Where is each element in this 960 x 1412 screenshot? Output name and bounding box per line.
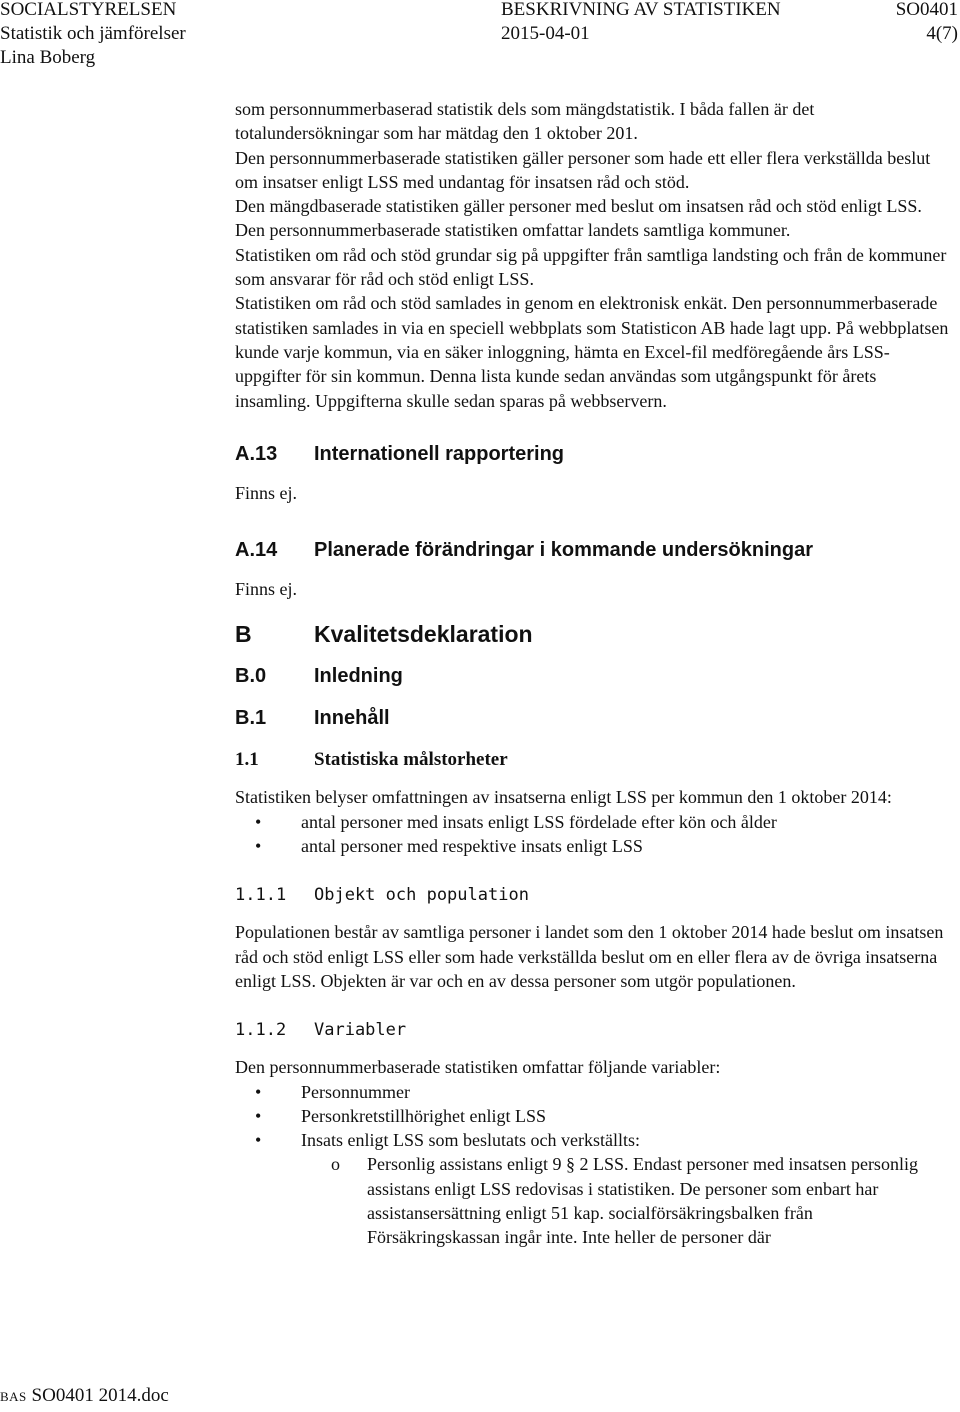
section-number: 1.1	[235, 749, 259, 771]
header-page-number: 4(7)	[926, 23, 958, 44]
section-heading-b0	[235, 663, 950, 689]
footer-prefix: BAS	[0, 1389, 27, 1404]
page-footer	[0, 1385, 169, 1407]
section-number: 1.1.1	[235, 885, 287, 906]
list-item: • antal personer med respektive insats enligt LSS	[235, 834, 950, 858]
section-title: Internationell rapportering	[314, 442, 565, 465]
sub-list-item: o Personlig assistans enligt 9 § 2 LSS. Endast personer med insatsen personlig assistans enligt LSS redovisas i statistiken. De personer som enbart har assistansersättning enligt 51 kap. socialförsäkringsbalken från Försäkringskassan ingår inte. Inte heller de personer där	[235, 1152, 950, 1249]
section-number: B	[235, 621, 252, 648]
section-number: B.1	[235, 707, 267, 730]
footer-filename: SO0401 2014.doc	[31, 1385, 169, 1406]
paragraph: Finns ej.	[235, 579, 298, 600]
header-date: 2015-04-01	[501, 23, 590, 44]
section-title: Innehåll	[314, 707, 390, 730]
bullet-list	[235, 810, 950, 859]
main-content	[235, 97, 950, 1250]
header-author: Lina Boberg	[0, 47, 96, 68]
section-title: Kvalitetsdeklaration	[314, 621, 533, 648]
paragraph: Statistiken om råd och stöd samlades in genom en elektronisk enkät. Den personnummerbaserade statistiken samlades in via en speciell webbplats som Statisticon AB hade lagt upp. På webbplatsen kunde varje kommun, via en säker inloggning, hämta en Excel-fil medföregående års LSS-uppgifter för sin kommun. Denna lista kunde sedan användas som utgångspunkt för årets insamling. Uppgifterna skulle sedan sparas på webbservern.	[235, 293, 949, 411]
paragraph: Statistiken belyser omfattningen av insatserna enligt LSS per kommun den 1 oktober 2014:	[235, 787, 892, 808]
subsection-heading-1-1-2	[235, 1017, 950, 1043]
header-doc-type: BESKRIVNING AV STATISTIKEN	[501, 0, 781, 20]
section-title: Statistiska målstorheter	[314, 749, 508, 771]
section-number: B.0	[235, 665, 267, 688]
paragraph: som personnummerbaserad statistik dels som mängdstatistik. I båda fallen är det totalundersökningar som har mätdag den 1 oktober 201.	[235, 99, 815, 144]
list-item: • antal personer med insats enligt LSS fördelade efter kön och ålder	[235, 810, 950, 834]
header-doc-code: SO0401	[895, 0, 958, 20]
section-heading-a13	[235, 441, 950, 467]
paragraph: Statistiken om råd och stöd grundar sig på uppgifter från samtliga landsting och från de kommuner som ansvarar för råd och stöd enligt LSS.	[235, 244, 947, 290]
section-title: Variabler	[314, 1020, 407, 1041]
section-number: 1.1.2	[235, 1020, 287, 1041]
paragraph: Den personnummerbaserade statistiken gäller personer som hade ett eller flera verkställda beslut om insatser enligt LSS med undantag för insatsen råd och stöd.	[235, 147, 931, 192]
bullet-list	[235, 1080, 950, 1250]
list-item: • Insats enligt LSS som beslutats och verkställts:	[235, 1128, 950, 1152]
header-org: SOCIALSTYRELSEN	[0, 0, 177, 20]
section-heading-a14	[235, 537, 950, 563]
paragraph: Den mängdbaserade statistiken gäller personer med beslut om insatsen råd och stöd enligt LSS.	[235, 196, 922, 217]
section-heading-b1	[235, 705, 950, 731]
section-heading-b	[235, 619, 950, 649]
section-title: Planerade förändringar i kommande undersökningar	[314, 539, 814, 562]
section-number: A.13	[235, 442, 278, 465]
section-title: Inledning	[314, 665, 403, 688]
list-item: • Personkretstillhörighet enligt LSS	[235, 1104, 950, 1128]
subsection-heading-1-1-1	[235, 882, 950, 908]
paragraph: Den personnummerbaserade statistiken omfattar landets samtliga kommuner.	[235, 220, 791, 241]
section-title: Objekt och population	[314, 885, 529, 906]
header-subject: Statistik och jämförelser	[0, 23, 186, 44]
subsection-heading-1-1	[235, 747, 950, 773]
section-number: A.14	[235, 539, 278, 562]
list-item: • Personnummer	[235, 1080, 950, 1104]
paragraph: Finns ej.	[235, 482, 298, 503]
paragraph: Populationen består av samtliga personer i landet som den 1 oktober 2014 hade beslut om insatsen råd och stöd enligt LSS eller som hade verkställda beslut om en eller flera av de övriga insatserna enligt LSS. Objekten är var och en av dessa personer som utgör populationen.	[235, 922, 944, 991]
paragraph: Den personnummerbaserade statistiken omfattar följande variabler:	[235, 1057, 721, 1078]
